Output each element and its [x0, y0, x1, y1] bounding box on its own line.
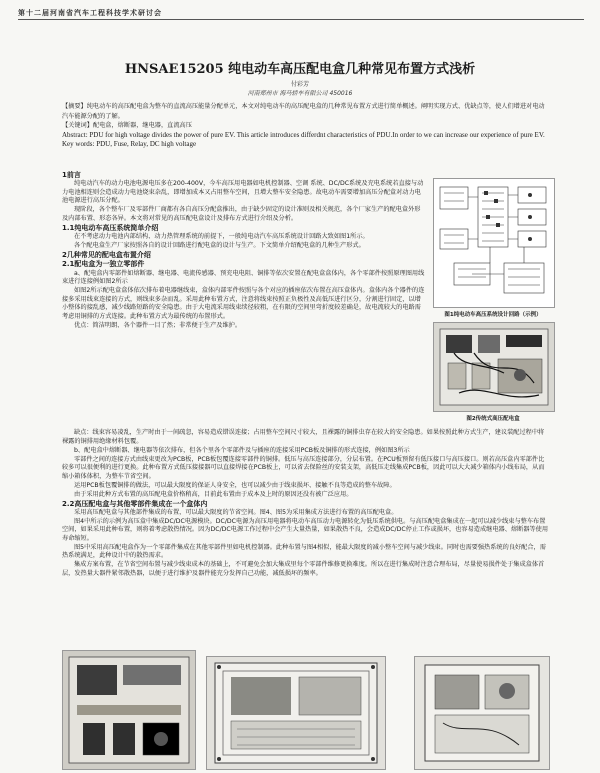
section-heading: 1.1纯电动车高压系统简单介绍 [62, 224, 159, 233]
keywords-en: Key words: PDU, Fuse, Relay, DC high voltage [62, 140, 197, 148]
paragraph: 集成方案布置，在节省空间布置与减少线束成本的基础上，不可避免会加大集成里每个零部件维修更换难度。所以在进行集成时注意合理布局，尽量使易损件处于集成盒体首层，发热量大器件紧邻散热器，以便于进行维护及器件能充分发挥自己功能，减低损坏的频率。 [62, 561, 545, 577]
figure-2-caption: 图2传统式高压配电盒 [466, 416, 520, 422]
paragraph: 如图2所示配电盒盒体依次排布着电器继线束，盒体内部零件按照与各个对应的插座依次布置在高压盒体内。盒体内各个器件的连接多采用线束连接的方式，则线束多杂而乱。采用此种布置方式，注意将线束按照正负极性及高低压进行区分，分割进行固定，以增小整体的接乱感，减少线路短路的安全隐患。由于大电流采用线束续径较粗，在有限的空间里弯折度较差确是，故电流较大的电路需考虑用铜排的方式连接。此种布置方式为最传统的布置形式。 [62, 287, 425, 320]
figure-1-circuit-diagram [433, 178, 555, 308]
paragraph: a、配电盒内零部件如熔断器、继电器、电流传感器、预充电电阻、铜排等依次安置在配电盒盒体内，各个零部件按照原理图用线束进行连接例如图2所示 [62, 269, 425, 286]
section-heading: 2.2高压配电盒与其他零部件集成在一个盒体内 [62, 499, 208, 508]
section-heading: 1前言 [62, 171, 81, 179]
paper-author: 付彩芳 [290, 81, 309, 88]
body-full-width [62, 429, 548, 579]
paragraph: 图4中所示的示例为高压盒中集成DC/DC电源模块。DC/DC电源为高压用电器将电动车高压动力电源转化为低压系统供电。与高压配电盒集成在一起可以减少线束与整车布置空间，如果采用此种布置，则将着考虑散热情况。因为DC/DC电源工作过程中会产生大量热量，如果散热不良，会造成DC/DC停止工作或损坏，也容易造成继电器、熔断器等使用寿命缩短。 [62, 517, 549, 542]
figure-4-dcdc-integrated-photo [206, 656, 386, 770]
section-heading: 2几种常见的配电盒布置介绍 [62, 251, 151, 260]
paper-affiliation: 河南郑州市 海马轿车有限公司 450016 [247, 90, 353, 97]
paragraph: 运用PCB板包覆铜排的做法，可以最大限度的保证人身安全，也可以减少由于线束损坏、接触不良等造成的整车故障。 [74, 481, 396, 489]
paragraph: 在不考虑动力电池内部结构、动力热管理系统的前提下，一般纯电动汽车高压系统设计回路大致如图1所示。 [74, 233, 369, 241]
paragraph: 采用高压配电盒与其他部件集成的布置，可以最大限度的节省空间。图4、图5为采用集成方法进行布置的高压配电盒。 [74, 508, 398, 516]
figure-3-pcb-pdu-photo [62, 650, 196, 770]
paper-title: HNSAE15205 纯电动车高压配电盒几种常见布置方式浅析 [124, 62, 476, 77]
paragraph: 纯电动汽车的动力电池电源电压多在200-400V，今车高压用电器如电机控制器、空调 系统、DC/DC系统及充电系统若直接与动力电池相连则会造成动力电池烧束杂乱，即增加成本又占用整车空间，且增大整车安全隐患。故电动车需要增加高压分配盒对动力电池电源进行高压分配。 [62, 180, 424, 205]
body-column-left [62, 171, 425, 331]
paragraph: 图5中采用高压配电盒作为一个零部件集成在其他零部件里如电机控制器。此种布置与图4相似，能最大限度的减小整车空间与减少线束。同时也需要强热系统的良好配合，需热系统满足，此种设计中的散热需求。 [62, 543, 546, 559]
paragraph: 优点：简洁明朗、各个器件一目了然；非常便于生产及维护。 [74, 322, 242, 330]
paragraph: 各个配电盒生产厂家按照各自的设计回路进行配电盒的设计与生产。下文简单介绍配电盒的几种生产形式。 [74, 242, 365, 250]
paragraph: 缺点：线束容易凌乱，生产时由于一间疏忽，容易造成错误连接；占用整车空间尺寸较大，且裸露的铜排虫存在较大的安全隐患。如果按照此种方式生产，建议装配过程中将裸露的铜排用绝缘材料包覆。 [62, 429, 545, 445]
keywords-cn: 【关键词】配电盒，熔断器，继电器，直流高压 [62, 122, 192, 129]
figure-2-pdu-photo [433, 322, 555, 412]
figure-1-caption: 图1纯电动车高压系统设计回路（示例） [444, 312, 542, 318]
header-divider [18, 19, 584, 20]
paragraph: b、配电盒中熔断器、继电器等依次排布，但各个里各个零部件及与插座的连接采用PCB板及铜排的形式连接，例如图3所示 [74, 446, 410, 454]
abstract-cn: 【摘要】纯电动车的高压配电盒为整车的直流高压能量分配单元，本文对纯电动车的高压配电盒的几种常见布置方式进行简单概述。阐明实现方式、优缺点等，使人们增进对电动汽车能源分配的了解。 [62, 103, 545, 120]
abstract-en: Abstract: PDU for high voltage divides the power of pure EV. This article introduces differdnt characteristics of PDU.In order to we can increase our experience of pure EV. [62, 130, 545, 139]
paragraph: 零部件之间的连接方式由线束更改为PCB板，PCB板包覆连接零部件的铜排。低压与高压连接部分，分层布置。在PCU板预留有低压接口与高压接口。则若高压盒内零部件比较多可以很便利的进行更换。此种布置方式低压接接器可以直接焊接在PCB板上，可以省去保险丝的安装支架，高低压走线集成PCB板，因此可以大大减少箱体内小线布局，从而缩小箱体体积，为整车节省空间。 [62, 455, 545, 480]
paragraph: 由于采用此种方式布置的高压配电盒价格稍高，目前此布置由于成本及上时的原因还没有被广泛应用。 [74, 490, 353, 498]
conference-header: 第十二届河南省汽车工程科技学术研讨会 [18, 9, 162, 17]
figure-5-motor-controller-photo [414, 656, 550, 770]
paragraph: 现阶段，各个整车厂及零部件厂商都有各自高压分配盒推出，由于缺少固定的设计准则及相关规范，各个厂家生产的配电盒外形及内部布置、形态各异。本文将对常见的高压配电盒设计及排布方式进行介绍及分析。 [62, 206, 421, 222]
section-heading: 2.1配电盒为一独立零部件 [62, 260, 145, 269]
abstract-block [62, 102, 548, 150]
